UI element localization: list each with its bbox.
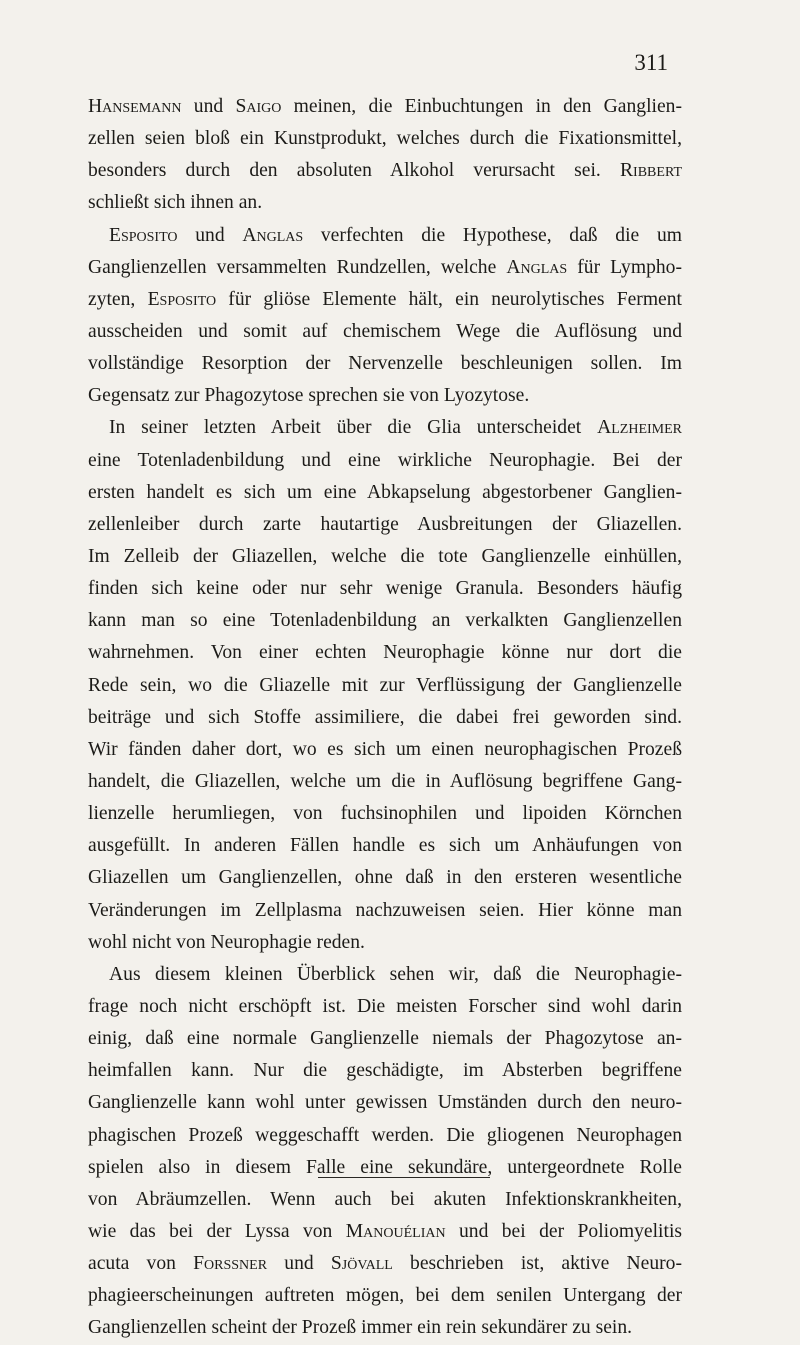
text-run: schließt sich ihnen an. bbox=[88, 192, 263, 214]
text-run: Im Zelleib der Gliazellen, welche die tote Ganglienzelle einhüllen, bbox=[88, 545, 682, 567]
text-line bbox=[88, 1055, 682, 1087]
text-run: phagieerscheinungen auftreten mögen, bei dem senilen Untergang der bbox=[88, 1285, 682, 1307]
text-run: und bei der Poliomyelitis bbox=[445, 1220, 683, 1242]
end-rule bbox=[318, 1177, 490, 1178]
text-run: eine Totenladenbildung und eine wirkliche Neurophagie. Bei der bbox=[88, 449, 682, 471]
text-line bbox=[88, 895, 682, 927]
page-number: 311 bbox=[634, 50, 668, 75]
text-run: wahrnehmen. Von einer echten Neurophagie könne nur dort die bbox=[88, 642, 682, 664]
text-run: einig, daß eine normale Ganglienzelle niemals der Phagozytose an- bbox=[88, 1028, 682, 1050]
text-run: besonders durch den absoluten Alkohol verursacht sei. bbox=[88, 160, 620, 182]
text-line bbox=[88, 123, 682, 155]
text-run: Aus diesem kleinen Überblick sehen wir, daß die Neurophagie- bbox=[109, 963, 682, 985]
text-run: von Abräumzellen. Wenn auch bei akuten Infektionskrankheiten, bbox=[88, 1188, 682, 1210]
text-run: finden sich keine oder nur sehr wenige Granula. Besonders häufig bbox=[88, 578, 682, 600]
author-name: Manouélian bbox=[345, 1220, 446, 1242]
text-line bbox=[88, 1312, 682, 1344]
text-line bbox=[88, 927, 682, 959]
text-line bbox=[88, 1280, 682, 1312]
text-run: spielen also in diesem Falle eine sekundäre, untergeordnete Rolle bbox=[88, 1156, 682, 1178]
text-line bbox=[88, 187, 682, 219]
text-run: Rede sein, wo die Gliazelle mit zur Verflüssigung der Ganglienzelle bbox=[88, 674, 682, 696]
text-line bbox=[88, 573, 682, 605]
text-run: beschrieben ist, aktive Neuro- bbox=[392, 1253, 682, 1275]
text-line bbox=[88, 670, 682, 702]
text-line bbox=[88, 284, 682, 316]
text-line bbox=[88, 541, 682, 573]
text-line bbox=[88, 509, 682, 541]
text-line bbox=[88, 445, 682, 477]
text-line bbox=[88, 766, 682, 798]
text-line bbox=[88, 477, 682, 509]
text-run: ausscheiden und somit auf chemischem Wege die Auflösung und bbox=[88, 320, 682, 342]
text-run: In seiner letzten Arbeit über die Glia unterscheidet bbox=[109, 417, 598, 439]
text-run: für Lympho- bbox=[567, 256, 682, 278]
text-line bbox=[88, 91, 682, 123]
text-run: zellenleiber durch zarte hautartige Ausbreitungen der Gliazellen. bbox=[88, 513, 682, 535]
text-run: vollständige Resorption der Nervenzelle beschleunigen sollen. Im bbox=[88, 353, 682, 375]
text-run: meinen, die Einbuchtungen in den Ganglien- bbox=[281, 96, 683, 117]
text-line bbox=[88, 734, 682, 766]
text-line bbox=[88, 316, 682, 348]
author-name: Sjövall bbox=[330, 1253, 393, 1275]
text-run: verfechten die Hypothese, daß die um bbox=[303, 224, 682, 246]
text-run: wie das bei der Lyssa von bbox=[88, 1220, 346, 1242]
author-name: Anglas bbox=[506, 256, 568, 278]
text-run: frage noch nicht erschöpft ist. Die meisten Forscher sind wohl darin bbox=[88, 995, 682, 1017]
text-run: zyten, bbox=[88, 288, 148, 310]
text-run: beiträge und sich Stoffe assimiliere, die dabei frei geworden sind. bbox=[88, 706, 682, 728]
author-name: Hansemann bbox=[88, 96, 182, 117]
author-name: Ribbert bbox=[619, 160, 682, 182]
text-run: ersten handelt es sich um eine Abkapselung abgestorbener Ganglien- bbox=[88, 481, 682, 503]
text-line bbox=[88, 1248, 682, 1280]
text-run: phagischen Prozeß weggeschafft werden. Die gliogenen Neurophagen bbox=[88, 1124, 682, 1146]
text-run: Gliazellen um Ganglienzellen, ohne daß in den ersteren wesentliche bbox=[88, 867, 682, 889]
text-run: und bbox=[177, 224, 243, 246]
text-line bbox=[88, 637, 682, 669]
text-line bbox=[88, 155, 682, 187]
text-line bbox=[88, 220, 682, 252]
text-line bbox=[88, 1152, 682, 1184]
text-run: zellen seien bloß ein Kunstprodukt, welches durch die Fixationsmittel, bbox=[88, 128, 682, 150]
text-line bbox=[88, 380, 682, 412]
text-run: Gegensatz zur Phagozytose sprechen sie von Lyozytose. bbox=[88, 385, 530, 407]
text-run: Veränderungen im Zellplasma nachzuweisen seien. Hier könne man bbox=[88, 899, 682, 921]
text-line bbox=[88, 702, 682, 734]
text-run: wohl nicht von Neurophagie reden. bbox=[88, 931, 365, 953]
text-run: für gliöse Elemente hält, ein neurolytisches Ferment bbox=[216, 288, 682, 310]
text-run: ausgefüllt. In anderen Fällen handle es sich um Anhäufungen von bbox=[88, 835, 682, 857]
text-run: und bbox=[267, 1253, 331, 1275]
text-line bbox=[88, 1184, 682, 1216]
text-line bbox=[88, 862, 682, 894]
text-line bbox=[88, 412, 682, 444]
text-run: heimfallen kann. Nur die geschädigte, im Absterben begriffene bbox=[88, 1060, 682, 1082]
text-run: handelt, die Gliazellen, welche um die in Auflösung begriffene Gang- bbox=[88, 770, 682, 792]
text-run: Ganglienzelle kann wohl unter gewissen Umständen durch den neuro- bbox=[88, 1092, 682, 1114]
text-line bbox=[88, 798, 682, 830]
text-run: lienzelle herumliegen, von fuchsinophilen und lipoiden Körnchen bbox=[88, 803, 682, 825]
text-line bbox=[88, 1216, 682, 1248]
text-line bbox=[88, 605, 682, 637]
text-line bbox=[88, 991, 682, 1023]
text-run: Ganglienzellen scheint der Prozeß immer ein rein sekundärer zu sein. bbox=[88, 1317, 633, 1339]
author-name: Alzheimer bbox=[597, 417, 682, 439]
author-name: Forssner bbox=[193, 1253, 268, 1275]
author-name: Esposito bbox=[147, 288, 217, 310]
text-run: und bbox=[181, 96, 236, 117]
body-text bbox=[88, 91, 682, 1344]
author-name: Anglas bbox=[242, 224, 304, 246]
text-run: Ganglienzellen versammelten Rundzellen, welche bbox=[88, 256, 507, 278]
text-line bbox=[88, 959, 682, 991]
author-name: Esposito bbox=[109, 224, 178, 246]
text-run: Wir fänden daher dort, wo es sich um einen neurophagischen Prozeß bbox=[88, 738, 682, 760]
text-line bbox=[88, 348, 682, 380]
text-run: acuta von bbox=[88, 1253, 194, 1275]
text-line bbox=[88, 1120, 682, 1152]
author-name: Saigo bbox=[235, 96, 282, 117]
text-line bbox=[88, 1087, 682, 1119]
text-line bbox=[88, 252, 682, 284]
text-line bbox=[88, 1023, 682, 1055]
text-line bbox=[88, 830, 682, 862]
text-run: kann man so eine Totenladenbildung an verkalkten Ganglienzellen bbox=[88, 610, 682, 632]
